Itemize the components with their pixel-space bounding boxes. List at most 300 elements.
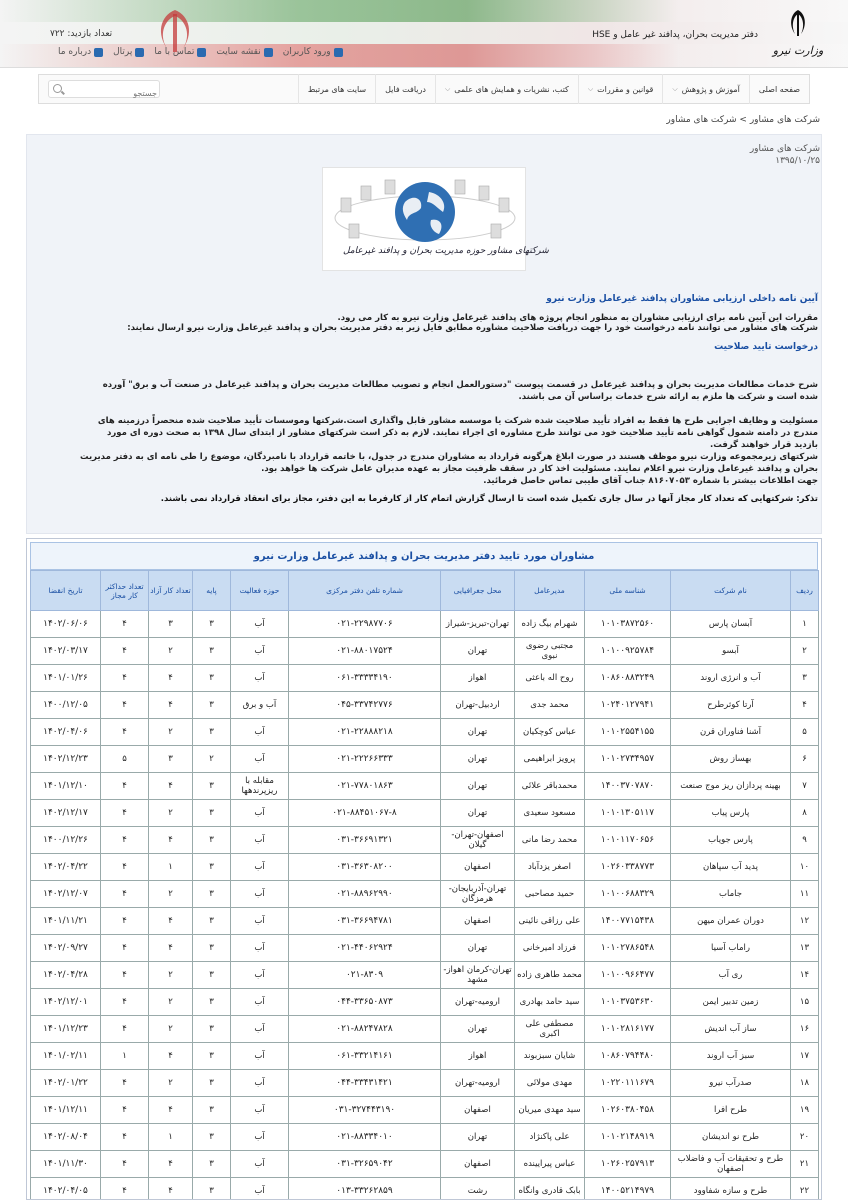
table-cell: ۳ xyxy=(193,881,231,908)
table-cell: آب xyxy=(231,989,289,1016)
table-header-cell: نام شرکت xyxy=(671,571,791,611)
table-cell: ۱۱ xyxy=(791,881,819,908)
table-cell: آب xyxy=(231,1070,289,1097)
table-cell: بابک قادری وانگاه xyxy=(515,1178,585,1200)
sitemap-icon xyxy=(264,48,273,57)
nav-home[interactable]: صفحه اصلی xyxy=(749,74,809,104)
table-cell: ۱۲ xyxy=(791,908,819,935)
table-cell: ۰۳۱-۳۶۶۹۱۳۲۱ xyxy=(289,827,441,854)
table-cell: ۴ xyxy=(101,908,149,935)
table-cell: ۳ xyxy=(193,908,231,935)
table-cell: ۱۴۰۲/۰۹/۲۷ xyxy=(31,935,101,962)
table-cell: ۲ xyxy=(149,989,193,1016)
table-cell: اردبیل-تهران xyxy=(441,692,515,719)
table-cell: ۱۰۱۰۱۳۰۵۱۱۷ xyxy=(585,800,671,827)
top-link-sitemap[interactable]: نقشه سایت xyxy=(216,47,272,57)
table-cell: ۴ xyxy=(101,854,149,881)
table-cell: ۰۲۱-۸۸۲۴۷۸۲۸ xyxy=(289,1016,441,1043)
table-cell: ۴ xyxy=(149,1043,193,1070)
request-qualification-link[interactable]: درخواست تایید صلاحیت xyxy=(714,342,818,352)
table-cell: تهران-تبریز-شیراز xyxy=(441,611,515,638)
table-cell: ۰۲۱-۸۸۴۵۱۰۶۷-۸ xyxy=(289,800,441,827)
nav-downloads[interactable]: دریافت فایل xyxy=(375,74,435,104)
table-cell: اصغر یزدآباد xyxy=(515,854,585,881)
table-cell: سید مهدی میریان xyxy=(515,1097,585,1124)
top-link-contact[interactable]: تماس با ما xyxy=(154,47,206,57)
table-cell: ۱۴۰۲/۱۲/۰۱ xyxy=(31,989,101,1016)
chevron-down-icon: ⌵ xyxy=(672,84,678,93)
top-link-portal[interactable]: پرتال xyxy=(113,47,144,57)
table-cell: تهران xyxy=(441,746,515,773)
table-cell: آب xyxy=(231,1016,289,1043)
table-cell: ۱۴۰۰۳۷۰۷۸۷۰ xyxy=(585,773,671,800)
table-cell: ۰۴۴-۳۳۴۳۱۴۲۱ xyxy=(289,1070,441,1097)
table-cell: سید حامد بهادری xyxy=(515,989,585,1016)
table-cell: ۰۶۱-۳۳۳۳۴۱۹۰ xyxy=(289,665,441,692)
table-cell: ۴ xyxy=(149,1178,193,1200)
table-cell: ۸ xyxy=(791,800,819,827)
table-cell: ۰۲۱-۸۸۳۳۴۰۱۰ xyxy=(289,1124,441,1151)
table-cell: بهساز روش xyxy=(671,746,791,773)
table-cell: ۱۶ xyxy=(791,1016,819,1043)
table-cell: آب xyxy=(231,1124,289,1151)
table-cell: ۱۰۲۶۰۳۳۸۷۷۳ xyxy=(585,854,671,881)
table-cell: ۱۴۰۱/۰۲/۱۱ xyxy=(31,1043,101,1070)
table-cell: ۳ xyxy=(193,935,231,962)
table-cell: ۱۹ xyxy=(791,1097,819,1124)
table-cell: ۰۱۳-۳۳۲۶۲۸۵۹ xyxy=(289,1178,441,1200)
table-cell: ۴ xyxy=(101,719,149,746)
table-cell: ۴ xyxy=(101,827,149,854)
table-cell: ۱۴۰۰۷۷۱۵۴۳۸ xyxy=(585,908,671,935)
table-cell: ۲ xyxy=(149,719,193,746)
table-cell: راماب آسیا xyxy=(671,935,791,962)
page-title: شرکت های مشاور xyxy=(749,144,820,154)
table-cell: محمدباقر علائی xyxy=(515,773,585,800)
table-cell: ۲ xyxy=(149,800,193,827)
table-cell: ۱۸ xyxy=(791,1070,819,1097)
table-cell: آب xyxy=(231,1151,289,1178)
table-cell: ۲ xyxy=(193,746,231,773)
table-cell: ۰۲۱-۸۸۹۶۲۹۹۰ xyxy=(289,881,441,908)
table-row xyxy=(31,692,819,719)
table-cell: ۰۴۴-۳۳۶۵۰۸۷۳ xyxy=(289,989,441,1016)
table-cell: ۰۶۱-۳۳۲۱۴۱۶۱ xyxy=(289,1043,441,1070)
table-cell: تهران xyxy=(441,1124,515,1151)
table-cell: مقابله با ریزپرندهها xyxy=(231,773,289,800)
table-cell: شهرام بیگ زاده xyxy=(515,611,585,638)
table-cell: ۱۳ xyxy=(791,935,819,962)
para1-line-a: شرح خدمات مطالعات مدیریت بحران و پدافند غیرعامل در قسمت پیوست "دستورالعمل انجام و تصویب مطالعات مدیریت بحران و پدافند غیرعامل در صنعت آب و برق" آورده xyxy=(102,380,818,390)
table-cell: تهران xyxy=(441,773,515,800)
table-cell: اصفهان xyxy=(441,1097,515,1124)
table-cell: آب و انرژی اروند xyxy=(671,665,791,692)
table-cell: ۱۴۰۲/۰۳/۱۷ xyxy=(31,638,101,665)
table-cell: محمد جدی xyxy=(515,692,585,719)
table-cell: ۱۰۱۰۲۸۱۶۱۷۷ xyxy=(585,1016,671,1043)
table-cell: ۱۴۰۱/۱۲/۱۰ xyxy=(31,773,101,800)
table-cell: پارس جویاب xyxy=(671,827,791,854)
table-cell: ۱۰۲۴۰۱۲۷۹۴۱ xyxy=(585,692,671,719)
table-cell: آب xyxy=(231,1043,289,1070)
table-cell: دوران عمران میهن xyxy=(671,908,791,935)
nav-laws[interactable]: قوانین و مقررات ⌵ xyxy=(578,74,663,104)
ministry-brand-text: وزارت نیرو xyxy=(772,44,824,57)
table-cell: طرح و سازه شفاوود xyxy=(671,1178,791,1200)
table-cell: ۳ xyxy=(193,692,231,719)
table-body xyxy=(31,611,819,1200)
consultants-table-wrapper xyxy=(26,538,822,1200)
table-cell: ۰۴۵-۳۳۷۴۲۷۷۶ xyxy=(289,692,441,719)
breadcrumb: شرکت های مشاور > شرکت های مشاور xyxy=(666,115,820,125)
table-cell: صدرآب نیرو xyxy=(671,1070,791,1097)
table-cell: ۱ xyxy=(791,611,819,638)
table-cell: طرح افرا xyxy=(671,1097,791,1124)
table-cell: آب xyxy=(231,908,289,935)
table-cell: ۲ xyxy=(149,881,193,908)
table-cell: اصفهان xyxy=(441,908,515,935)
table-row xyxy=(31,800,819,827)
table-header-cell: ردیف xyxy=(791,571,819,611)
arrow-back-icon xyxy=(135,48,144,57)
table-cell: ۰۳۱-۳۲۶۵۹۰۴۲ xyxy=(289,1151,441,1178)
table-cell: ۰۲۱-۲۲۲۶۶۳۳۳ xyxy=(289,746,441,773)
search-input[interactable] xyxy=(67,86,157,102)
intro-line-2: شرکت های مشاور می توانند نامه درخواست خود را جهت دریافت صلاحیت مشاوره مطابق فایل زیر به دفتر مدیریت بحران و پدافند غیرعامل وزارت نیرو ارسال نمایند: xyxy=(127,323,818,333)
table-cell: ۱۰ xyxy=(791,854,819,881)
table-cell: ۲۱ xyxy=(791,1151,819,1178)
table-row xyxy=(31,773,819,800)
table-row xyxy=(31,719,819,746)
table-header-cell: تعداد کار آزاد xyxy=(149,571,193,611)
table-cell: ۰۳۱-۳۲۷۴۴۳۱۹۰ xyxy=(289,1097,441,1124)
search-box xyxy=(48,80,160,98)
table-cell: ۱۰۱۰۲۵۵۴۱۵۵ xyxy=(585,719,671,746)
table-row xyxy=(31,1178,819,1200)
table-cell: رشت xyxy=(441,1178,515,1200)
table-row xyxy=(31,935,819,962)
table-row xyxy=(31,962,819,989)
table-cell: ۴ xyxy=(149,1097,193,1124)
table-cell: محمد طاهری زاده xyxy=(515,962,585,989)
table-cell: ۱۴۰۱/۱۲/۲۳ xyxy=(31,1016,101,1043)
table-cell: زمین تدبیر ایمن xyxy=(671,989,791,1016)
table-cell: سبز آب اروند xyxy=(671,1043,791,1070)
table-cell: آب xyxy=(231,854,289,881)
table-cell: ۳ xyxy=(149,746,193,773)
table-cell: اصفهان xyxy=(441,1151,515,1178)
table-cell: ۳ xyxy=(193,1097,231,1124)
page-date: ۱۳۹۵/۱۰/۲۵ xyxy=(775,156,820,166)
table-cell: تهران-آذربایجان-هرمزگان xyxy=(441,881,515,908)
table-cell: اصفهان-تهران-گیلان xyxy=(441,827,515,854)
table-cell: ۰۲۱-۷۷۸۰۱۸۶۳ xyxy=(289,773,441,800)
table-cell: تهران-کرمان اهواز-مشهد xyxy=(441,962,515,989)
table-header-cell: حوزه فعالیت xyxy=(231,571,289,611)
table-cell: جاماب xyxy=(671,881,791,908)
table-row xyxy=(31,638,819,665)
table-header-cell: تاریخ انقضا xyxy=(31,571,101,611)
table-cell: ارومیه-تهران xyxy=(441,989,515,1016)
chevron-down-icon: ⌵ xyxy=(587,84,594,93)
table-cell: مجتبی رضوی نبوی xyxy=(515,638,585,665)
table-cell: ۴ xyxy=(101,665,149,692)
visit-counter: تعداد بازدید: ۷۲۲ xyxy=(50,29,113,39)
table-cell: آب xyxy=(231,827,289,854)
table-cell: ۱۴۰۱/۱۱/۲۱ xyxy=(31,908,101,935)
site-title: دفتر مدیریت بحران، پدافند غیر عامل و HSE xyxy=(592,30,758,40)
table-cell: ۲۲ xyxy=(791,1178,819,1200)
table-cell: تهران xyxy=(441,719,515,746)
table-row xyxy=(31,827,819,854)
table-cell: ۱۴۰۱/۰۱/۲۶ xyxy=(31,665,101,692)
table-cell: ۰۲۱-۲۲۹۸۷۷۰۶ xyxy=(289,611,441,638)
table-cell: ۲ xyxy=(149,1016,193,1043)
table-cell: ۱۵ xyxy=(791,989,819,1016)
table-cell: آبسان پارس xyxy=(671,611,791,638)
table-cell: ۴ xyxy=(149,827,193,854)
table-cell: بهینه پردازان ریز موج صنعت xyxy=(671,773,791,800)
table-header-cell: شناسه ملی xyxy=(585,571,671,611)
top-link-about[interactable]: درباره ما xyxy=(58,47,103,57)
table-cell: ۴ xyxy=(149,773,193,800)
table-cell: ۵ xyxy=(101,746,149,773)
table-cell: ساز آب اندیش xyxy=(671,1016,791,1043)
table-cell: ۵ xyxy=(791,719,819,746)
table-row xyxy=(31,908,819,935)
table-cell: ۱۰۲۶۰۲۵۷۹۱۳ xyxy=(585,1151,671,1178)
table-cell: ۲ xyxy=(149,638,193,665)
table-cell: آب xyxy=(231,746,289,773)
table-cell: اهواز xyxy=(441,1043,515,1070)
table-cell: ۲۰ xyxy=(791,1124,819,1151)
table-row xyxy=(31,1097,819,1124)
ministry-logo[interactable] xyxy=(768,8,828,62)
table-cell: ۳ xyxy=(193,1151,231,1178)
table-row xyxy=(31,1016,819,1043)
table-cell: ۰۲۱-۴۴۰۶۲۹۲۴ xyxy=(289,935,441,962)
table-cell: آبسو xyxy=(671,638,791,665)
table-cell: ۱۰۱۰۳۸۷۲۵۶۰ xyxy=(585,611,671,638)
table-cell: ۱۴۰۲/۱۲/۱۷ xyxy=(31,800,101,827)
table-cell: ۲ xyxy=(149,1070,193,1097)
table-header-cell: شماره تلفن دفتر مرکزی xyxy=(289,571,441,611)
table-cell: ۴ xyxy=(101,1097,149,1124)
table-cell: پرویز ابراهیمی xyxy=(515,746,585,773)
table-cell: روح اله باعثی xyxy=(515,665,585,692)
table-cell: ۱۴۰۲/۰۸/۰۴ xyxy=(31,1124,101,1151)
table-cell: آب و برق xyxy=(231,692,289,719)
table-cell: ۴ xyxy=(101,1151,149,1178)
top-link-login[interactable]: ورود کاربران xyxy=(283,47,343,57)
table-cell: ۴ xyxy=(101,935,149,962)
table-cell: عباس پیرایینده xyxy=(515,1151,585,1178)
table-row xyxy=(31,1124,819,1151)
table-cell: ۱۴۰۲/۰۱/۲۲ xyxy=(31,1070,101,1097)
table-cell: ۴ xyxy=(101,773,149,800)
table-cell: عباس کوچکیان xyxy=(515,719,585,746)
banner-image xyxy=(322,167,549,271)
table-cell: ۱۰۸۶۰۸۸۳۲۴۹ xyxy=(585,665,671,692)
table-header-cell: مدیرعامل xyxy=(515,571,585,611)
table-cell: طرح و تحقیقات آب و فاضلاب اصفهان xyxy=(671,1151,791,1178)
table-cell: ۱۰۲۲۰۱۱۱۶۷۹ xyxy=(585,1070,671,1097)
table-cell: تهران xyxy=(441,1016,515,1043)
table-cell: ۱۴۰۲/۰۶/۰۶ xyxy=(31,611,101,638)
table-cell: ۴ xyxy=(101,800,149,827)
key-icon xyxy=(334,48,343,57)
table-cell: ۳ xyxy=(193,800,231,827)
table-cell: آرتا کوثرطرح xyxy=(671,692,791,719)
table-cell: ۱۴۰۱/۱۱/۳۰ xyxy=(31,1151,101,1178)
table-cell: ۱۴۰۲/۰۴/۲۲ xyxy=(31,854,101,881)
table-cell: شایان سبزبوند xyxy=(515,1043,585,1070)
table-cell: آب xyxy=(231,1178,289,1200)
consultants-table xyxy=(30,570,819,1200)
table-cell: ۴ xyxy=(101,881,149,908)
table-row xyxy=(31,746,819,773)
table-cell: آب xyxy=(231,800,289,827)
table-cell: ۴ xyxy=(101,1016,149,1043)
table-cell: اهواز xyxy=(441,665,515,692)
table-cell: ۱۴۰۲/۰۴/۰۶ xyxy=(31,719,101,746)
ministry-emblem-icon xyxy=(785,8,811,38)
table-cell: پدید آب سپاهان xyxy=(671,854,791,881)
table-cell: ۱۴۰۲/۱۲/۲۳ xyxy=(31,746,101,773)
table-cell: ۰۳۱-۳۶۳۰۸۲۰۰ xyxy=(289,854,441,881)
table-cell: ۱۴۰۲/۱۲/۰۷ xyxy=(31,881,101,908)
nav-education[interactable]: آموزش و پژوهش ⌵ xyxy=(662,74,748,104)
table-cell: ۴ xyxy=(149,908,193,935)
nav-publications[interactable]: کتب، نشریات و همایش های علمی ⌵ xyxy=(435,74,578,104)
mail-icon xyxy=(197,48,206,57)
table-row xyxy=(31,1070,819,1097)
table-cell: ۴ xyxy=(101,989,149,1016)
table-cell: ۱۰۸۶۰۷۹۴۴۸۰ xyxy=(585,1043,671,1070)
table-cell: ۹ xyxy=(791,827,819,854)
table-cell: ۱۴۰۲/۰۴/۰۵ xyxy=(31,1178,101,1200)
table-cell: ۰۳۱-۳۶۶۹۴۷۸۱ xyxy=(289,908,441,935)
table-cell: طرح نو اندیشان xyxy=(671,1124,791,1151)
table-cell: تهران xyxy=(441,800,515,827)
banner-caption: شرکتهای مشاور حوزه مدیریت بحران و پدافند غیرعامل xyxy=(343,246,549,256)
table-cell: ۴ xyxy=(101,638,149,665)
table-cell: ۴ xyxy=(149,1151,193,1178)
table-cell: ۳ xyxy=(193,1124,231,1151)
table-cell: فرزاد امیرخانی xyxy=(515,935,585,962)
table-title: مشاوران مورد تایید دفتر مدیریت بحران و پدافند غیرعامل وزارت نیرو xyxy=(30,542,818,570)
table-cell: ۳ xyxy=(193,1043,231,1070)
table-cell: ۱۰۱۰۰۶۸۸۳۲۹ xyxy=(585,881,671,908)
table-cell: مصطفی علی اکبری xyxy=(515,1016,585,1043)
para2-line-a: مسئولیت و وظایف اجرایی طرح ها فقط به افراد تأیید صلاحیت شده شرکت یا موسسه مشاور قابل واگذاری است.شرکتها وموسسات تأیید صلاحیت شده منحصراً درزمینه های xyxy=(97,416,818,426)
table-row xyxy=(31,611,819,638)
table-cell: آشنا فناوران قرن xyxy=(671,719,791,746)
table-cell: آب xyxy=(231,665,289,692)
search-icon[interactable] xyxy=(53,84,62,93)
table-cell: حمید مصاحبی xyxy=(515,881,585,908)
globe-chairs-icon xyxy=(323,168,527,272)
table-cell: ۴ xyxy=(149,692,193,719)
table-cell: ۰۲۱-۸۸۰۱۷۵۲۴ xyxy=(289,638,441,665)
table-cell: تهران xyxy=(441,935,515,962)
table-cell: ارومیه-تهران xyxy=(441,1070,515,1097)
table-cell: آب xyxy=(231,881,289,908)
table-row xyxy=(31,854,819,881)
table-cell: ۴ xyxy=(101,962,149,989)
para3-line-b: بحران و پدافند غیرعامل وزارت نیرو اعلام نمایند. مسئولیت اخذ کار در سقف ظرفیت مجاز به عهده مدیران عامل شرکت ها خواهد بود. xyxy=(261,464,818,474)
para2-line-b: مندرج در دامنه شمول گواهی نامه تأیید صلاحیت خود می توانند طرح مشاوره ای اجراء نمایند. لازم به ذکر است شرکتهای مشاور از ابتدای سال ۱۳۹۸ به صحت دوره ای مورد xyxy=(107,428,818,438)
para2-line-c: بازدید قرار خواهند گرفت. xyxy=(710,440,818,450)
table-cell: اصفهان xyxy=(441,854,515,881)
table-cell: آب xyxy=(231,611,289,638)
table-cell: ۲ xyxy=(149,962,193,989)
table-cell: ۱۴۰۰/۱۲/۰۵ xyxy=(31,692,101,719)
table-cell: ۱۰۱۰۲۷۸۶۵۴۸ xyxy=(585,935,671,962)
table-cell: ۳ xyxy=(149,611,193,638)
table-cell: ۳ xyxy=(193,611,231,638)
para3-line-a: شرکتهای زیرمجموعه وزارت نیرو موظف هستند در صورت ابلاغ هرگونه قرارداد به مشاوران مندرج در جدول، با خاتمه قرارداد با نامبردگان، موضوع را طی نامه ای به دفتر مدیریت xyxy=(79,452,818,462)
table-cell: ۳ xyxy=(193,638,231,665)
table-cell: ۶ xyxy=(791,746,819,773)
table-cell: ۱۰۲۶۰۳۸۰۴۵۸ xyxy=(585,1097,671,1124)
table-cell: ری آب xyxy=(671,962,791,989)
table-cell: ۳ xyxy=(193,989,231,1016)
table-cell: ۱۰۱۰۰۹۲۵۷۸۴ xyxy=(585,638,671,665)
site-header xyxy=(0,0,848,68)
table-header-cell: تعداد حداکثر کار مجاز xyxy=(101,571,149,611)
table-cell: ۳ xyxy=(193,1070,231,1097)
table-cell: ۴ xyxy=(101,1178,149,1200)
table-cell: آب xyxy=(231,719,289,746)
table-cell: ۴ xyxy=(149,935,193,962)
table-cell: ۱۴ xyxy=(791,962,819,989)
table-cell: آب xyxy=(231,1097,289,1124)
table-cell: ۱۰۱۰۲۱۴۸۹۱۹ xyxy=(585,1124,671,1151)
table-cell: ۱۴۰۰/۱۲/۲۶ xyxy=(31,827,101,854)
table-cell: ۴ xyxy=(101,1124,149,1151)
table-cell: آب xyxy=(231,638,289,665)
table-cell: تهران xyxy=(441,638,515,665)
nav-related-sites[interactable]: سایت های مرتبط xyxy=(298,74,375,104)
table-cell: ۷ xyxy=(791,773,819,800)
table-cell: ۱۰۱۰۳۷۵۳۶۳۰ xyxy=(585,989,671,1016)
warning-note: تذکر: شرکتهایی که تعداد کار مجاز آنها در سال جاری تکمیل شده است تا ارسال گزارش اتمام کار از کارفرما به این دفتر، مجاز برای انعقاد قرارداد نمی باشند. xyxy=(160,494,818,504)
table-cell: ۳ xyxy=(193,1016,231,1043)
top-links xyxy=(58,47,343,57)
table-cell: محمد رضا مانی xyxy=(515,827,585,854)
table-row xyxy=(31,989,819,1016)
table-cell: آب xyxy=(231,962,289,989)
table-header-cell: پایه xyxy=(193,571,231,611)
table-cell: علی رزاقی نائینی xyxy=(515,908,585,935)
table-cell: ۳ xyxy=(791,665,819,692)
table-cell: ۳ xyxy=(193,665,231,692)
table-cell: ۰۲۱-۸۳۰۹ xyxy=(289,962,441,989)
table-cell: ۱۴۰۱/۱۲/۱۱ xyxy=(31,1097,101,1124)
table-cell: ۳ xyxy=(193,773,231,800)
table-cell: مسعود سعیدی xyxy=(515,800,585,827)
intro-line-1: مقررات این آیین نامه برای ارزیابی مشاوران به منظور انجام پروژه های پدافند غیرعامل وزارت نیرو به کار می رود. xyxy=(337,313,818,323)
user-icon xyxy=(94,48,103,57)
table-cell: ۱ xyxy=(149,1124,193,1151)
table-cell: ۴ xyxy=(101,1070,149,1097)
table-cell: ۳ xyxy=(193,962,231,989)
table-cell: ۱۰۱۰۰۹۶۶۴۷۷ xyxy=(585,962,671,989)
table-cell: ۴ xyxy=(791,692,819,719)
table-row xyxy=(31,665,819,692)
chevron-down-icon: ⌵ xyxy=(444,84,451,93)
